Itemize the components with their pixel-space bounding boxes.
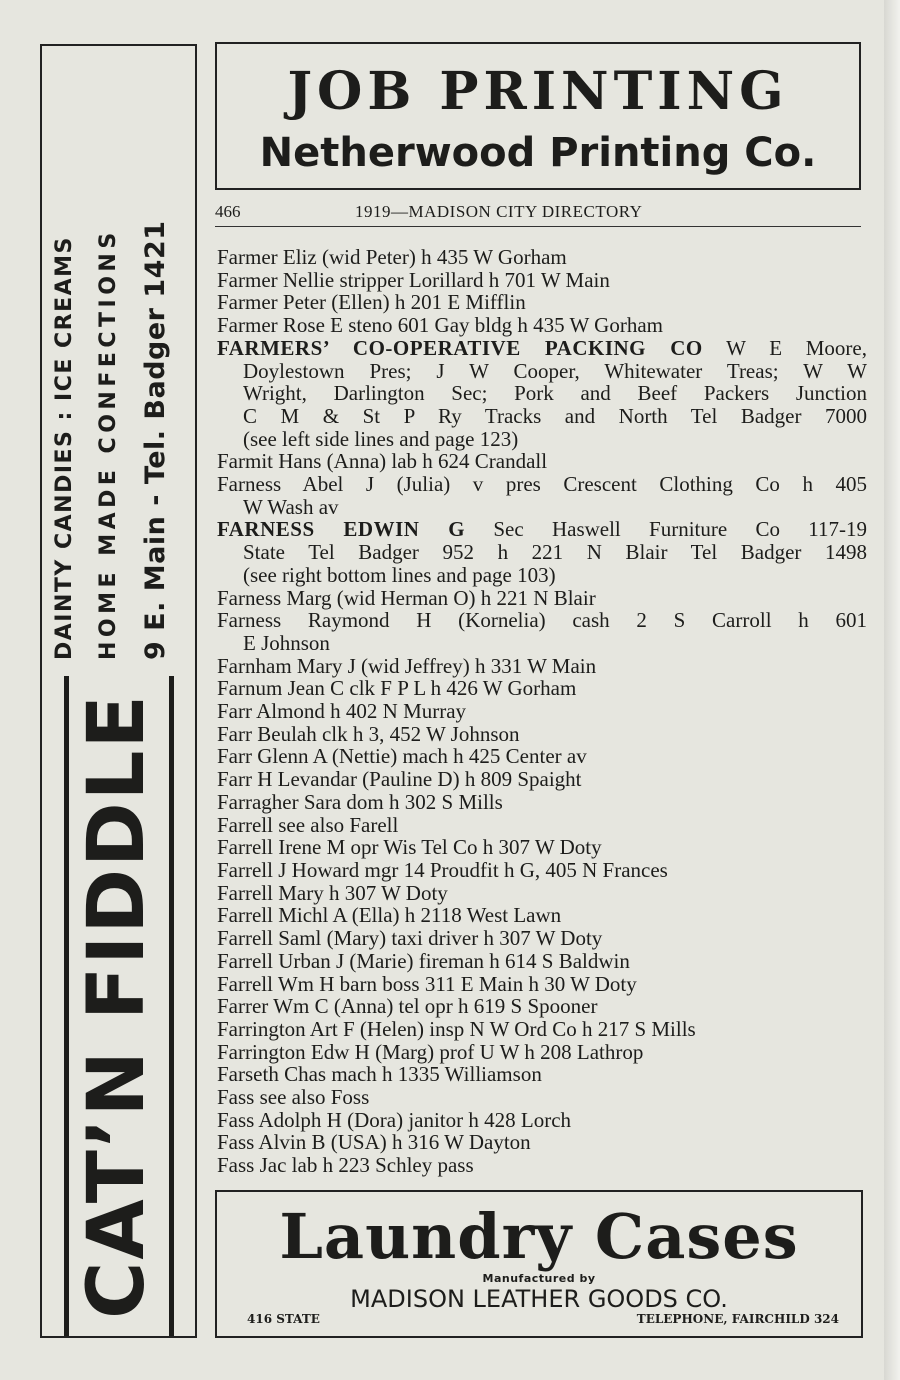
bottom-ad-telephone: TELEPHONE, FAIRCHILD 324 [636, 1312, 839, 1326]
entry-line: Farrer Wm C (Anna) tel opr h 619 S Spooner [217, 994, 598, 1019]
top-ad-subtitle: Netherwood Printing Co. [259, 130, 817, 176]
page-number: 466 [215, 202, 241, 221]
directory-entry [217, 791, 867, 814]
bottom-advertisement [215, 1190, 863, 1338]
directory-entry [217, 995, 867, 1018]
directory-entry [217, 291, 867, 314]
directory-entry [217, 745, 867, 768]
entry-line: Farr Almond h 402 N Murray [217, 699, 467, 724]
entry-line: Farseth Chas mach h 1335 Williamson [217, 1062, 542, 1087]
entry-line: Fass Adolph H (Dora) janitor h 428 Lorch [217, 1107, 572, 1132]
entry-line: (see right bottom lines and page 103) [243, 562, 556, 587]
directory-entry [217, 677, 867, 700]
entry-line: Farrell Wm H barn boss 311 E Main h 30 W Doty [217, 971, 637, 996]
entry-line: Wright, Darlington Sec; Pork and Beef Packers Junction [243, 381, 867, 406]
entry-line: Fass Jac lab h 223 Schley pass [217, 1153, 474, 1178]
directory-entry [217, 836, 867, 859]
side-advertisement [40, 44, 197, 1338]
directory-entry [217, 950, 867, 973]
directory-entry [217, 1086, 867, 1109]
directory-entry [217, 246, 867, 269]
directory-entry [217, 882, 867, 905]
directory-entry [217, 859, 867, 882]
directory-entry [217, 700, 867, 723]
entry-line: Farr H Levandar (Pauline D) h 809 Spaight [217, 767, 582, 792]
entry-line: Farragher Sara dom h 302 S Mills [217, 789, 503, 814]
directory-entry [217, 814, 867, 837]
directory-entry [217, 1041, 867, 1064]
directory-entry [217, 609, 867, 654]
entry-line: Farmit Hans (Anna) lab h 624 Crandall [217, 449, 548, 474]
directory-entry [217, 655, 867, 678]
bottom-ad-company: MADISON LEATHER GOODS CO. [350, 1285, 728, 1313]
directory-entry [217, 1109, 867, 1132]
entry-line: Farmer Eliz (wid Peter) h 435 W Gorham [217, 245, 567, 269]
directory-entry [217, 337, 867, 451]
directory-entry [217, 473, 867, 518]
entry-line: Farrell Michl A (Ella) h 2118 West Lawn [217, 903, 562, 928]
side-ad-brand: CAT’N FIDDLE [64, 676, 174, 1336]
directory-entry [217, 1131, 867, 1154]
top-ad-title: JOB PRINTING [287, 61, 789, 122]
side-ad-line-1: DAINTY CANDIES : ICE CREAMS [51, 236, 77, 660]
top-advertisement [215, 42, 861, 190]
entry-line: Farness Abel J (Julia) v pres Crescent Clothing Co h 405 [217, 472, 867, 497]
directory-entry [217, 450, 867, 473]
directory-entry [217, 269, 867, 292]
page-edge [884, 0, 900, 1380]
directory-entry [217, 587, 867, 610]
entry-line: Fass see also Foss [217, 1085, 370, 1110]
bottom-ad-manufactured-by: Manufactured by [482, 1272, 596, 1285]
entry-line: Fass Alvin B (USA) h 316 W Dayton [217, 1130, 531, 1155]
entry-line: (see left side lines and page 123) [243, 426, 519, 451]
entry-line: Farmer Rose E steno 601 Gay bldg h 435 W Gorham [217, 313, 663, 338]
entry-line: Farness Raymond H (Kornelia) cash 2 S Carroll h 601 [217, 608, 867, 633]
entry-line: Farrell Mary h 307 W Doty [217, 880, 448, 905]
entry-line: Farrington Art F (Helen) insp N W Ord Co h 217 S Mills [217, 1016, 696, 1041]
entry-line [217, 337, 867, 360]
bottom-ad-address: 416 STATE [247, 1312, 320, 1326]
entry-line: Farness Marg (wid Herman O) h 221 N Blair [217, 585, 596, 610]
entry-line: Farrell J Howard mgr 14 Proudfit h G, 405 N Frances [217, 857, 668, 882]
directory-entry [217, 768, 867, 791]
entry-line: Farrington Edw H (Marg) prof U W h 208 Lathrop [217, 1039, 644, 1064]
directory-entry [217, 314, 867, 337]
running-header [215, 202, 861, 227]
directory-listing [217, 246, 867, 1177]
directory-entry [217, 904, 867, 927]
entry-line [217, 518, 867, 541]
entry-line: Farrell Irene M opr Wis Tel Co h 307 W Doty [217, 835, 602, 860]
entry-line: Farrell Urban J (Marie) fireman h 614 S Baldwin [217, 948, 630, 973]
entry-line: Farmer Peter (Ellen) h 201 E Mifflin [217, 290, 526, 315]
side-ad-line-3: 9 E. Main - Tel. Badger 1421 [139, 220, 171, 660]
entry-line: E Johnson [243, 630, 330, 655]
entry-text: Sec Haswell Furniture Co 117-19 [465, 517, 868, 542]
entry-line: Farmer Nellie stripper Lorillard h 701 W Main [217, 267, 610, 292]
entry-line: Farnham Mary J (wid Jeffrey) h 331 W Main [217, 653, 597, 678]
entry-line: Farr Glenn A (Nettie) mach h 425 Center av [217, 744, 587, 769]
entry-business-name: FARMERS’ CO-OPERATIVE PACKING CO [217, 335, 703, 360]
directory-entry [217, 973, 867, 996]
entry-line: Doylestown Pres; J W Cooper, Whitewater Treas; W W [243, 358, 867, 383]
directory-entry [217, 723, 867, 746]
bottom-ad-title: Laundry Cases [279, 1200, 799, 1273]
entry-line: Farnum Jean C clk F P L h 426 W Gorham [217, 676, 577, 701]
directory-entry [217, 1018, 867, 1041]
entry-line: Farrell Saml (Mary) taxi driver h 307 W Doty [217, 926, 603, 951]
directory-title: 1919—MADISON CITY DIRECTORY [355, 202, 643, 221]
directory-entry [217, 518, 867, 586]
entry-line: Farrell see also Farell [217, 812, 399, 837]
directory-entry [217, 1063, 867, 1086]
entry-business-name: FARNESS EDWIN G [217, 517, 466, 542]
entry-line: W Wash av [243, 494, 339, 519]
entry-line: C M & St P Ry Tracks and North Tel Badger 7000 [243, 403, 867, 428]
side-ad-line-2: HOME MADE CONFECTIONS [95, 228, 121, 660]
directory-entry [217, 927, 867, 950]
entry-line: Farr Beulah clk h 3, 452 W Johnson [217, 721, 520, 746]
directory-entry [217, 1154, 867, 1177]
entry-text: W E Moore, [702, 335, 867, 360]
entry-line: State Tel Badger 952 h 221 N Blair Tel Badger 1498 [243, 540, 867, 565]
